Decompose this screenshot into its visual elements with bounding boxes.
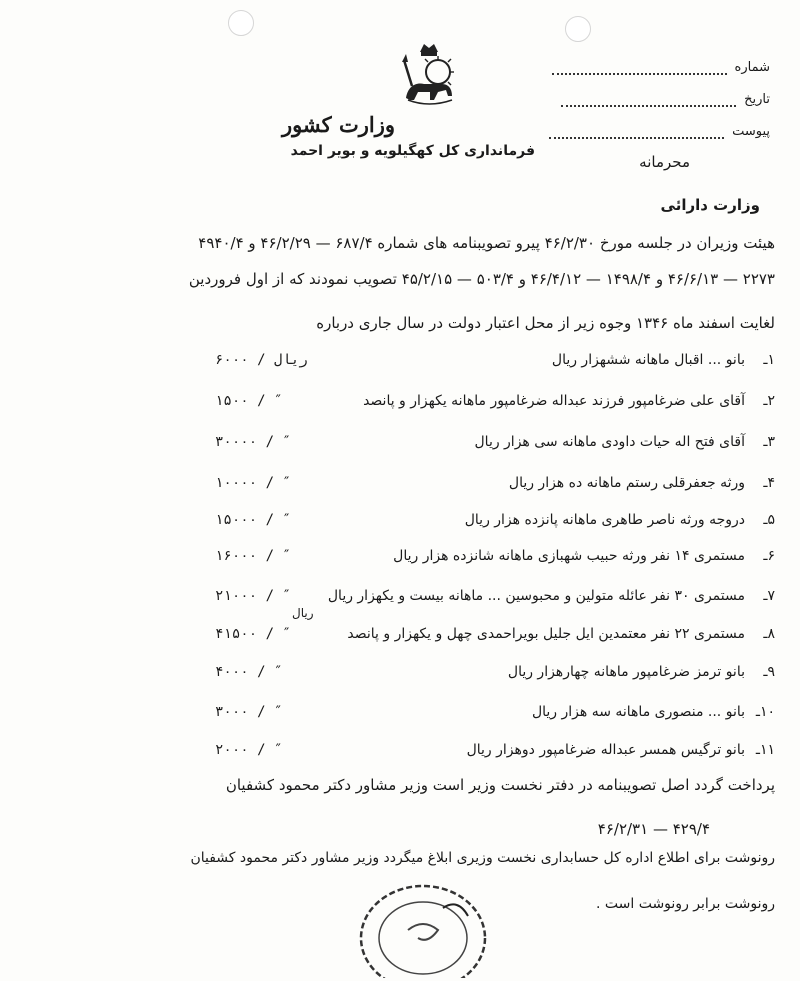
list-item bbox=[215, 393, 775, 417]
item-number: ۷ـ bbox=[763, 588, 775, 604]
meta-attachment-label: پیوست bbox=[732, 124, 770, 139]
item-text: آقای علی ضرغامپور فرزند عبداله ضرغامپور ماهانه یکهزار و پانصد bbox=[363, 393, 745, 409]
item-text: ورثه جعفرقلی رستم ماهانه ده هزار ریال bbox=[508, 475, 745, 491]
meta-date bbox=[561, 92, 770, 107]
list-item bbox=[215, 626, 775, 650]
item-text: مستمری ۲۲ نفر معتمدین ایل جلیل بویراحمدی چهل و یکهزار و پانصد bbox=[347, 626, 745, 642]
intro-line-1: هیئت وزیران در جلسه مورخ ۴۶/۲/۳۰ پیرو تصویبنامه های شماره ۶۸۷/۴ — ۴۶/۲/۲۹ و ۴۹۴۰/۴ bbox=[198, 234, 775, 252]
item-amount: ۲۰۰۰ / ″ bbox=[215, 742, 283, 758]
recipient: وزارت دارائی bbox=[660, 196, 760, 214]
item-amount: ۳۰۰۰۰ / ″ bbox=[215, 434, 291, 450]
list-item bbox=[215, 548, 775, 572]
meta-number-label: شماره bbox=[734, 60, 770, 75]
reference-number: ۴۲۹/۴ — ۴۶/۲/۳۱ bbox=[597, 820, 710, 838]
meta-number-line bbox=[552, 73, 727, 75]
item-amount: ۱۵۰۰ / ″ bbox=[215, 393, 283, 409]
item-number: ۵ـ bbox=[763, 512, 775, 528]
punch-hole bbox=[565, 16, 591, 42]
intro-line-2: ۲۲۷۳ — ۴۶/۶/۱۳ و ۱۴۹۸/۴ — ۴۶/۴/۱۲ و ۵۰۳/۴ — ۴۵/۲/۱۵ تصویب نمودند که از اول فروردین bbox=[188, 270, 775, 288]
item-number: ۱ـ bbox=[763, 352, 775, 368]
item-text: دروجه ورثه ناصر طاهری ماهانه پانزده هزار ریال bbox=[464, 512, 745, 528]
governorate-title: فرمانداری کل کهگیلویه و بویر احمد bbox=[290, 143, 535, 159]
item-amount: ۱۰۰۰۰ / ″ bbox=[215, 475, 291, 491]
official-seal-stamp-icon bbox=[348, 868, 498, 978]
item-text: مستمری ۳۰ نفر عائله متولین و محبوسین ... ماهانه بیست و یکهزار ریال bbox=[327, 588, 745, 604]
meta-attachment bbox=[549, 124, 770, 139]
item-text: بانو ترمز ضرغامپور ماهانه چهارهزار ریال bbox=[507, 664, 745, 680]
item-amount: ۴۰۰۰ / ″ bbox=[215, 664, 283, 680]
list-item bbox=[215, 434, 775, 458]
list-item bbox=[215, 664, 775, 688]
item-number: ۹ـ bbox=[763, 664, 775, 680]
item-number: ۳ـ bbox=[763, 434, 775, 450]
item-text: مستمری ۱۴ نفر ورثه حبیب شهبازی ماهانه شانزده هزار ریال bbox=[393, 548, 745, 564]
list-item bbox=[215, 352, 775, 376]
meta-date-label: تاریخ bbox=[744, 92, 770, 107]
intro-line-3: لغایت اسفند ماه ۱۳۴۶ وجوه زیر از محل اعتبار دولت در سال جاری درباره bbox=[316, 314, 775, 332]
classification-mark: محرمانه bbox=[639, 153, 690, 171]
item-number: ۱۱ـ bbox=[755, 742, 775, 758]
item-text: بانو ترگیس همسر عبداله ضرغامپور دوهزار ریال bbox=[466, 742, 745, 758]
item-text: آقای فتح اله حیات داودی ماهانه سی هزار ریال bbox=[474, 434, 745, 450]
item-number: ۶ـ bbox=[763, 548, 775, 564]
meta-number bbox=[552, 60, 770, 75]
meta-attachment-line bbox=[549, 137, 724, 139]
lion-and-sun-emblem-icon bbox=[398, 38, 460, 110]
copy-line: رونوشت برای اطلاع اداره کل حسابداری نخست وزیری ابلاغ میگردد وزیر مشاور دکتر محمود کشفیان bbox=[190, 850, 775, 866]
item-number: ۱۰ـ bbox=[755, 704, 775, 720]
item-number: ۲ـ bbox=[763, 393, 775, 409]
item-text: بانو ... منصوری ماهانه سه هزار ریال bbox=[531, 704, 745, 720]
list-item bbox=[215, 742, 775, 766]
list-item bbox=[215, 512, 775, 536]
item-number: ۸ـ bbox=[763, 626, 775, 642]
item-amount: ۳۰۰۰ / ″ bbox=[215, 704, 283, 720]
item-amount: ۱۶۰۰۰ / ″ bbox=[215, 548, 291, 564]
item-amount: ۲۱۰۰۰ / ″ bbox=[215, 588, 291, 604]
item7-note: ریال bbox=[292, 606, 314, 620]
item-amount: ۴۱۵۰۰ / ″ bbox=[215, 626, 291, 642]
item-amount: ۶۰۰۰ / ریال bbox=[215, 352, 308, 368]
item-number: ۴ـ bbox=[763, 475, 775, 491]
list-item bbox=[215, 475, 775, 499]
item-amount: ۱۵۰۰۰ / ″ bbox=[215, 512, 291, 528]
ministry-title: وزارت کشور bbox=[281, 112, 395, 137]
closing-line: پرداخت گردد اصل تصویبنامه در دفتر نخست وزیر است وزیر مشاور دکتر محمود کشفیان bbox=[225, 776, 775, 794]
item-text: بانو ... اقبال ماهانه ششهزار ریال bbox=[551, 352, 745, 368]
meta-date-line bbox=[561, 105, 736, 107]
punch-hole bbox=[228, 10, 254, 36]
true-copy-line: رونوشت برابر رونوشت است . bbox=[595, 896, 775, 912]
list-item bbox=[215, 704, 775, 728]
